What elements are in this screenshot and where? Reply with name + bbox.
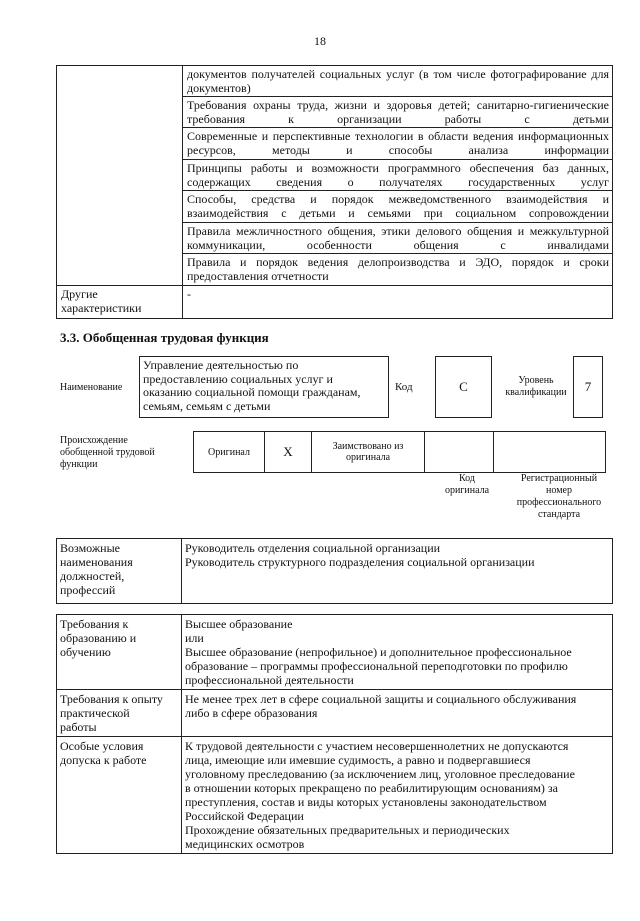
positions-values: Руководитель отделения социальной организации Руководитель структурного подразделения социальной организации — [182, 539, 613, 604]
knowledge-label-cell — [57, 66, 183, 286]
registration-number-cell — [494, 432, 606, 473]
origin-table — [193, 431, 606, 473]
section-title: 3.3. Обобщенная трудовая функция — [60, 330, 269, 345]
original-code-label: Код оригинала — [444, 473, 490, 496]
knowledge-table — [56, 65, 613, 319]
experience-requirements-value: Не менее трех лет в сфере социальной защиты и социального обслуживания либо в сфере образования — [182, 690, 613, 737]
admission-conditions-label: Особые условия допуска к работе — [57, 737, 182, 854]
experience-requirements-label: Требования к опыту практической работы — [57, 690, 182, 737]
other-characteristics-label: Другие характеристики — [57, 286, 183, 319]
admission-conditions-value: К трудовой деятельности с участием несовершеннолетних не допускаются лица, имеющие или имевшие судимость, а равно и подвергавшиеся уголовному преследованию (за исключением лиц, уголовное преследование в отношении которых прекращено по реабилитирующим основаниям) за преступления, состав и виды которых установлены законодательством Российской Федерации Прохождение обязательных предварительных и периодических медицинских осмотров — [182, 737, 613, 854]
education-requirements-row — [57, 615, 613, 690]
education-requirements-value: Высшее образование или Высшее образование (непрофильное) и дополнительное профессиональное образование – программы профессиональной переподготовки по профилю профессиональной деятельности — [182, 615, 613, 690]
code-value: C — [435, 356, 492, 418]
admission-conditions-row — [57, 737, 613, 854]
registration-number-label: Регистрационный номер профессионального стандарта — [516, 473, 602, 520]
code-label: Код — [395, 381, 413, 393]
level-value: 7 — [573, 356, 603, 418]
name-label: Наименование — [60, 382, 123, 393]
positions-table — [56, 538, 613, 604]
knowledge-cell: Требования охраны труда, жизни и здоровья детей; санитарно-гигиенические требования к организации работы с детьми — [183, 97, 613, 128]
knowledge-row — [57, 66, 613, 97]
original-label: Оригинал — [194, 432, 265, 473]
other-characteristics-value: - — [183, 286, 613, 319]
knowledge-cell: Способы, средства и порядок межведомственного взаимодействия и взаимодействия с детьми и семьями при социальном сопровождении — [183, 191, 613, 223]
level-label: Уровень квалификации — [505, 375, 567, 398]
knowledge-cell: Принципы работы и возможности программного обеспечения баз данных, содержащих сведения о получателях государственных услуг — [183, 160, 613, 191]
positions-label: Возможные наименования должностей, профессий — [57, 539, 182, 604]
knowledge-cell: документов получателей социальных услуг (в том числе фотографирование для документов) — [183, 66, 613, 97]
function-name-box: Управление деятельностью по предоставлению социальных услуг и оказанию социальной помощи гражданам, семьям, семьям с детьми — [139, 356, 389, 418]
knowledge-cell: Правила и порядок ведения делопроизводства и ЭДО, порядок и сроки предоставления отчетности — [183, 254, 613, 286]
original-code-cell — [425, 432, 494, 473]
experience-requirements-row — [57, 690, 613, 737]
origin-label: Происхождение обобщенной трудовой функции — [60, 435, 155, 470]
knowledge-cell: Правила межличностного общения, этики делового общения и межкультурной коммуникации, особенности общения с инвалидами — [183, 223, 613, 254]
knowledge-cell: Современные и перспективные технологии в области ведения информационных ресурсов, методы и способы анализа информации — [183, 128, 613, 160]
other-characteristics-row — [57, 286, 613, 319]
original-mark: X — [265, 432, 312, 473]
requirements-table — [56, 614, 613, 854]
education-requirements-label: Требования к образованию и обучению — [57, 615, 182, 690]
page-number: 18 — [314, 34, 326, 48]
borrowed-label: Заимствовано из оригинала — [312, 432, 425, 473]
